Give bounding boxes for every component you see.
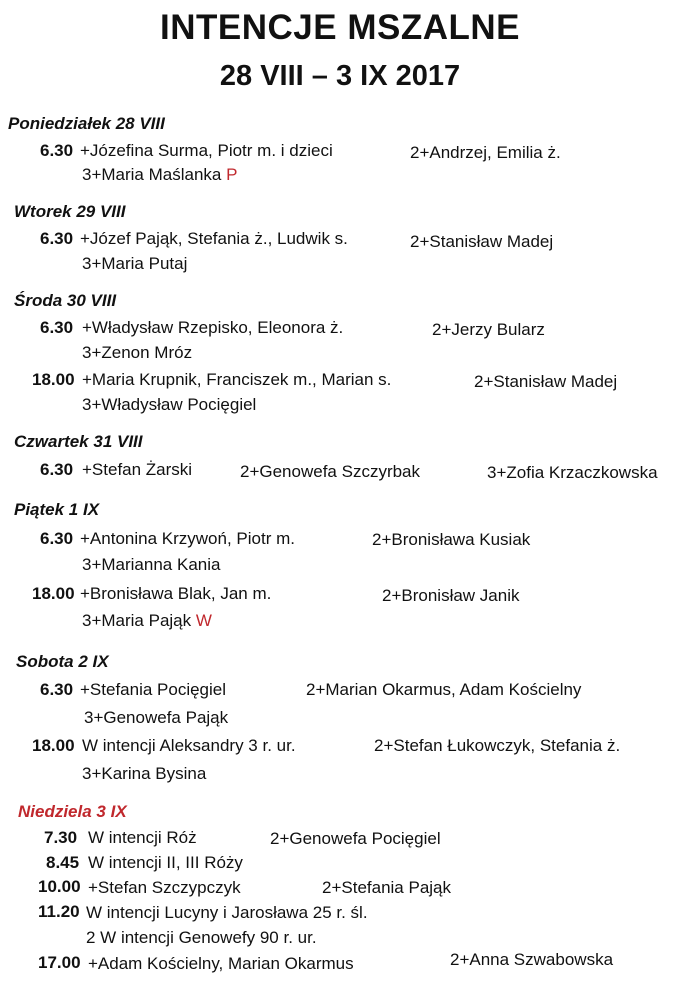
mass-time: 6.30 (40, 141, 74, 160)
intention-3-text: 3+Maria Maślanka (82, 165, 222, 184)
intention-2: 2+Stanisław Madej (410, 232, 554, 251)
day-heading: Wtorek 29 VIII (14, 202, 126, 221)
day-heading: Środa 30 VIII (14, 291, 117, 310)
intention-3: 3+Genowefa Pająk (84, 708, 229, 727)
intention-1: +Józefina Surma, Piotr m. i dzieci (80, 141, 333, 160)
page-title: INTENCJE MSZALNE (160, 8, 520, 47)
intention-3 (82, 611, 212, 631)
intention-2: 2+Marian Okarmus, Adam Kościelny (306, 680, 582, 699)
intention-1: W intencji Róż (88, 828, 197, 847)
mass-time: 10.00 (38, 877, 81, 896)
intention-1: +Władysław Rzepisko, Eleonora ż. (82, 318, 344, 337)
intention-2: 2+Anna Szwabowska (450, 950, 614, 969)
intention-2: 2+Stefania Pająk (322, 878, 452, 897)
day-heading: Piątek 1 IX (14, 500, 100, 519)
intention-1: W intencji Aleksandry 3 r. ur. (82, 736, 296, 755)
intention-2: 2+Bronisław Janik (382, 586, 520, 605)
intention-1: +Bronisława Blak, Jan m. (80, 584, 272, 603)
mass-time: 17.00 (38, 953, 81, 972)
intention-3 (82, 165, 237, 185)
intention-3: 3+Zofia Krzaczkowska (487, 463, 658, 482)
intention-1: +Maria Krupnik, Franciszek m., Marian s. (82, 370, 392, 389)
mass-mark: W (195, 611, 212, 630)
intention-3: 3+Marianna Kania (82, 555, 221, 574)
intention-1: +Józef Pająk, Stefania ż., Ludwik s. (80, 229, 348, 248)
mass-time: 6.30 (40, 529, 74, 548)
day-heading: Niedziela 3 IX (18, 802, 127, 821)
intention-3: 3+Maria Putaj (82, 254, 188, 273)
intention-3: 3+Karina Bysina (82, 764, 207, 783)
intention-1: W intencji II, III Róży (88, 853, 243, 872)
intention-1: +Antonina Krzywoń, Piotr m. (80, 529, 295, 548)
mass-mark: P (226, 165, 238, 184)
intention-2: 2+Genowefa Pocięgiel (270, 829, 441, 848)
mass-time: 6.30 (40, 229, 74, 248)
mass-time: 18.00 (32, 370, 75, 389)
intention-2: 2+Bronisława Kusiak (372, 530, 531, 549)
intention-2: 2+Stefan Łukowczyk, Stefania ż. (374, 736, 621, 755)
intention-1: +Stefan Żarski (82, 460, 193, 479)
intention-2: 2+Stanisław Madej (474, 372, 618, 391)
mass-time: 8.45 (46, 853, 80, 872)
intention-1: W intencji Lucyny i Jarosława 25 r. śl. (86, 903, 368, 922)
intention-2: 2 W intencji Genowefy 90 r. ur. (86, 928, 317, 947)
intention-1: +Adam Kościelny, Marian Okarmus (88, 954, 354, 973)
intention-2: 2+Jerzy Bularz (432, 320, 545, 339)
intention-3: 3+Zenon Mróz (82, 343, 193, 362)
intention-2: 2+Andrzej, Emilia ż. (410, 143, 561, 162)
mass-time: 7.30 (44, 828, 78, 847)
mass-time: 6.30 (40, 460, 74, 479)
intention-1: +Stefania Pocięgiel (80, 680, 227, 699)
intention-3-text: 3+Maria Pająk (82, 611, 192, 630)
mass-time: 11.20 (38, 902, 80, 921)
mass-time: 6.30 (40, 680, 74, 699)
intention-3: 3+Władysław Pocięgiel (82, 395, 257, 414)
mass-time: 6.30 (40, 318, 74, 337)
mass-time: 18.00 (32, 584, 75, 603)
intention-2: 2+Genowefa Szczyrbak (240, 462, 421, 481)
date-range: 28 VIII – 3 IX 2017 (219, 60, 461, 92)
day-heading: Czwartek 31 VIII (14, 432, 143, 451)
intention-1: +Stefan Szczypczyk (88, 878, 241, 897)
day-heading: Poniedziałek 28 VIII (8, 114, 165, 133)
mass-time: 18.00 (32, 736, 75, 755)
day-heading: Sobota 2 IX (16, 652, 109, 671)
